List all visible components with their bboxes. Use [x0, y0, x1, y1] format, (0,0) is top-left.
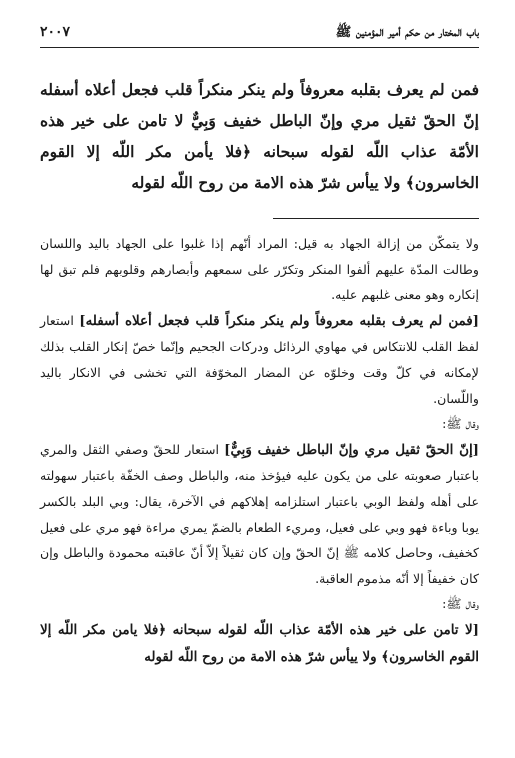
page-number: ٢٠٠٧	[40, 24, 71, 40]
quoted-saying: [لا تامن على خير هذه الأمّة عذاب اللّه لقوله سبحانه ﴿فلا يامن مكر اللّه إلا القوم الخاسرون﴾ ولا ييأس شرّ هذه الامة من روح اللّه لقوله	[40, 621, 479, 665]
chapter-title: باب المختار من حكم أمير المؤمنين ﷺ	[335, 25, 479, 40]
commentary-paragraph	[40, 617, 479, 670]
main-text: فمن لم يعرف بقلبه معروفاً ولم ينكر منكراً قلب فجعل أعلاه أسفله إنّ الحقّ ثقيل مري وإنّ الباطل خفيف وَبِيٌّ لا تامن على خير هذه الأمّة عذاب اللّه لقوله سبحانه ﴿فلا يأمن مكر اللّه إلا القوم الخاسرون﴾ ولا ييأس شرّ هذه الامة من روح اللّه لقوله	[40, 80, 479, 192]
running-header	[40, 24, 479, 48]
saying-intro: وقال ﷺ:	[442, 596, 479, 612]
quoted-saying: [فمن لم يعرف بقلبه معروفاً ولم ينكر منكراً قلب فجعل أعلاه أسفله]	[79, 312, 479, 329]
commentary-paragraph	[40, 437, 479, 592]
saying-intro: وقال ﷺ:	[442, 416, 479, 432]
commentary-text: استعار لفظ القلب للانتكاس في مهاوي الرذائل ودركات الجحيم وإنّما خصّ إنكار القلب بذلك لإمكانه في كلّ وقت وخلوّه عن المضار المخوّفة التي تخشى في الانكار باليد واللّسان.	[40, 312, 479, 406]
quoted-saying: [إنّ الحقّ ثقيل مري وإنّ الباطل خفيف وَبِيٌّ]	[224, 441, 479, 458]
commentary-paragraph	[40, 308, 479, 411]
commentary-paragraph: ولا يتمكّن من إزالة الجهاد به قيل: المراد أنّهم إذا غلبوا على الجهاد باليد واللسان وطالت المدّة عليهم ألفوا المنكر وتكرّر على سمعهم وأبصارهم وقلوبهم فلم تبق لها إنكاره وهو معنى غلبهم عليه.	[40, 236, 479, 303]
commentary-text: استعار للحقّ وصفي الثقل والمري باعتبار صعوبته على من يكون عليه فيؤخذ منه، والباطل وصف الخفّة باعتبار سهولته على أهله ولفظ الوبي باعتبار استلزامه إهلاكهم في الآخرة، يقال: وبي البلد بالكسر يوبا وباءة فهو وبي على فعيل، ومريء الطعام بالضمّ يمري مراءة فهو مري على فعيل كخفيف، وحاصل كلامه ﷺ إنّ الحقّ وإن كان ثقيلاً إلاّ أنّ عاقبته محمودة والباطل وإن كان خفيفاً إلا أنّه مذموم العاقبة.	[40, 441, 479, 586]
commentary	[40, 231, 479, 670]
section-divider	[273, 218, 479, 219]
